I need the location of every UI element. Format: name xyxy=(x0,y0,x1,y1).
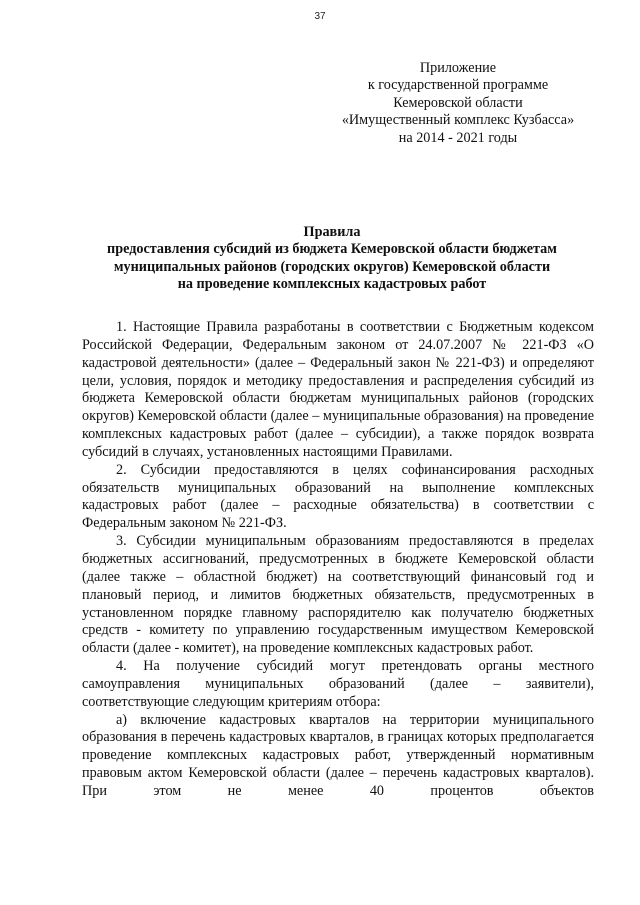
appendix-line: Приложение xyxy=(419,60,497,76)
title-line: на проведение комплексных кадастровых работ xyxy=(177,276,487,293)
appendix-line: Кемеровской области xyxy=(393,94,523,111)
document-body xyxy=(82,319,594,801)
paragraph-4: 4. На получение субсидий могут претендовать органы местного самоуправления муниципальных образований (далее – заявители), соответствующие следующим критериям отбора: xyxy=(82,658,594,710)
paragraph-1: 1. Настоящие Правила разработаны в соответствии с Бюджетным кодексом Российской Федерации, Федеральным законом от 24.07.2007 № 221-ФЗ «О кадастровой деятельности» (далее – Федеральный закон № 221-ФЗ) и определяют цели, условия, порядок и методику предоставления и распределения субсидий из бюджета Кемеровской области бюджетам муниципальных районов (городских округов) Кемеровской области (далее – муниципальные образования) на проведение комплексных кадастровых работ (далее – субсидии), а также порядок возврата субсидий в случаях, установленных настоящими Правилами. xyxy=(82,319,594,460)
paragraph-3: 3. Субсидии муниципальным образованиям предоставляются в пределах бюджетных ассигнований, предусмотренных в бюджете Кемеровской области (далее также – областной бюджет) на соответствующий финансовый год и плановый период, и лимитов бюджетных обязательств, предусмотренных в установленном порядке главному распорядителю как получателю бюджетных средств - комитету по управлению государственным имуществом Кемеровской области (далее - комитет), на проведение комплексных кадастровых работ. xyxy=(82,533,594,657)
appendix-line: «Имущественный комплекс Кузбасса» xyxy=(341,112,575,129)
title-line: предоставления субсидий из бюджета Кемеровской области бюджетам xyxy=(107,241,557,258)
paragraph-4a: а) включение кадастровых кварталов на территории муниципального образования в перечень кадастровых кварталов, в границах которых предполагается проведение комплексных кадастровых работ, утвержденный нормативным правовым актом Кемеровской области (далее – перечень кадастровых кварталов). При этом не менее 40 процентов объектов xyxy=(82,711,594,799)
appendix-line: к государственной программе xyxy=(367,77,549,94)
appendix-header xyxy=(318,60,598,147)
appendix-line: на 2014 - 2021 годы xyxy=(398,129,518,146)
title-line: Правила xyxy=(303,224,361,240)
document-title xyxy=(70,224,594,294)
paragraph-2: 2. Субсидии предоставляются в целях софинансирования расходных обязательств муниципальных образований на выполнение комплексных кадастровых работ (далее – расходные обязательства) в соответствии с Федеральным законом № 221-ФЗ. xyxy=(82,461,594,532)
title-line: муниципальных районов (городских округов) Кемеровской области xyxy=(113,258,551,275)
page-number: 37 xyxy=(314,11,326,22)
